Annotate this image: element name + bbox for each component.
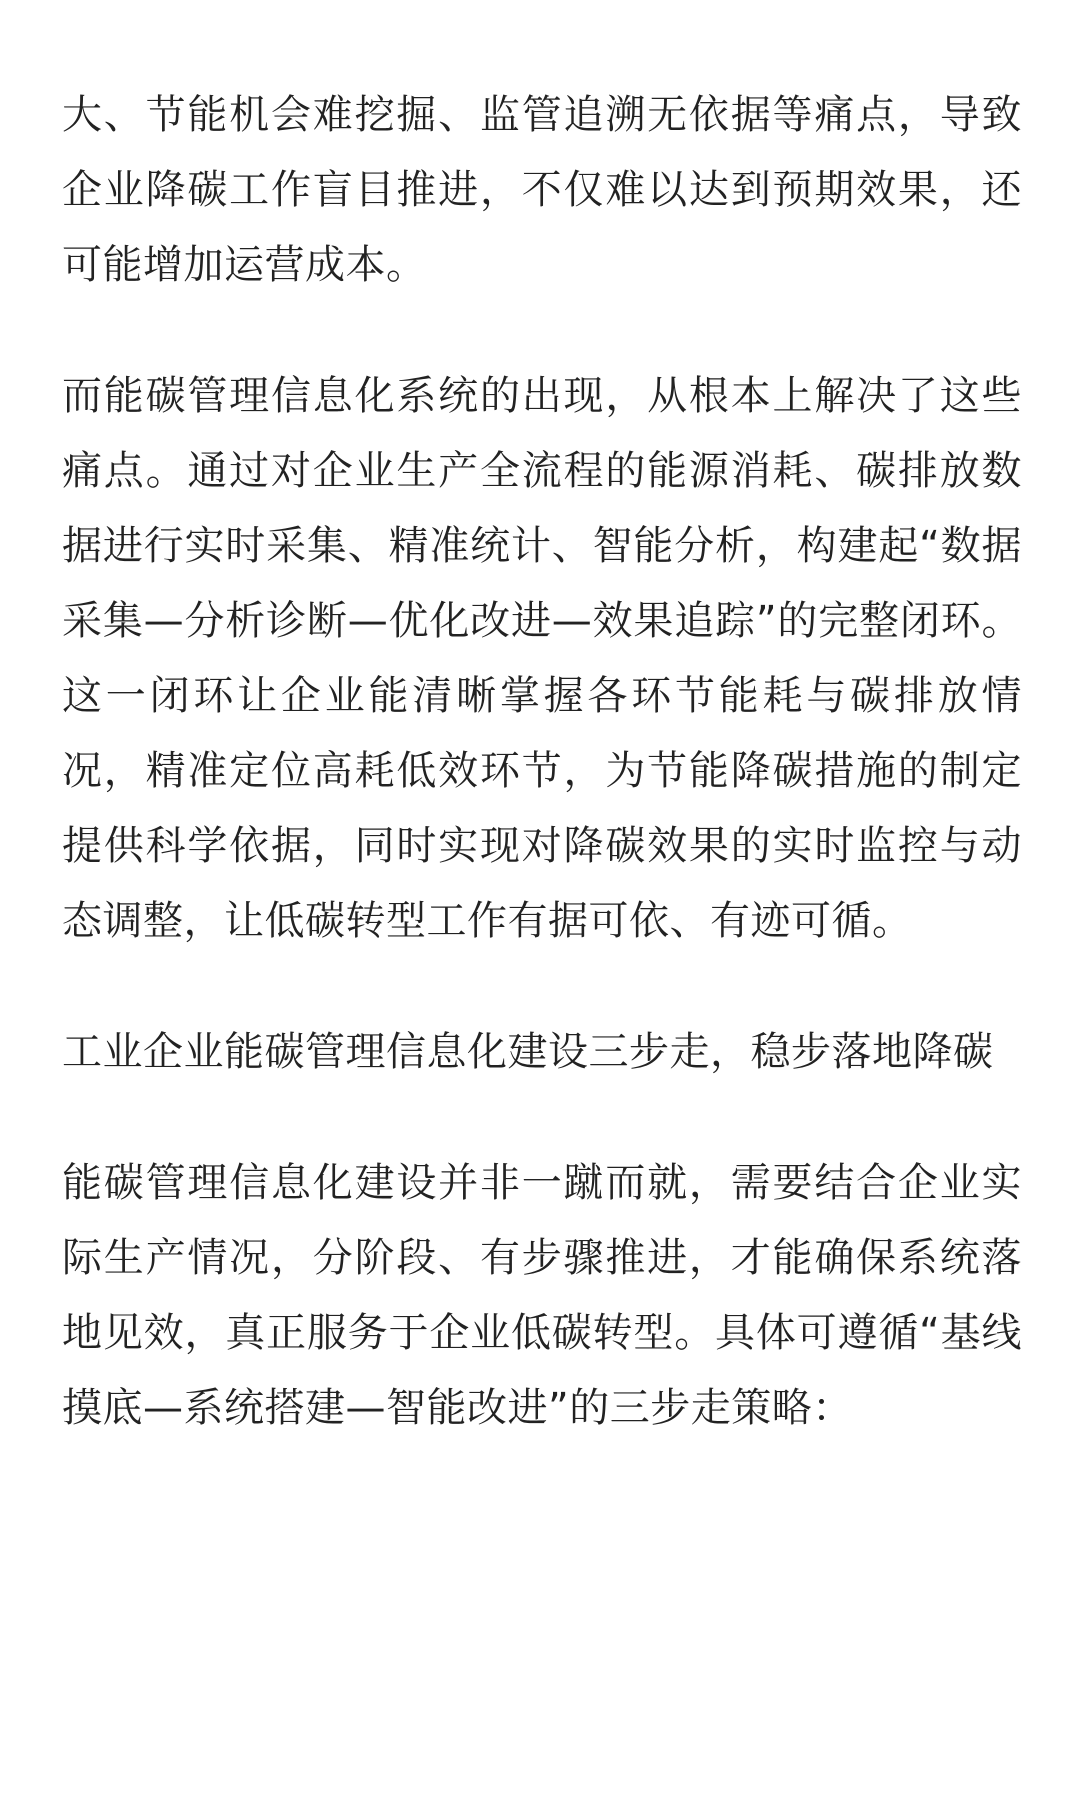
section-heading: 工业企业能碳管理信息化建设三步走，稳步落地降碳	[62, 1029, 994, 1075]
paragraph-system-solution: 而能碳管理信息化系统的出现，从根本上解决了这些痛点。通过对企业生产全流程的能源消耗、碳排放数据进行实时采集、精准统计、智能分析，构建起“数据采集—分析诊断—优化改进—效果追踪”的完整闭环。这一闭环让企业能清晰掌握各环节能耗与碳排放情况，精准定位高耗低效环节，为节能降碳措施的制定提供科学依据，同时实现对降碳效果的实时监控与动态调整，让低碳转型工作有据可依、有迹可循。	[62, 373, 1022, 944]
article-body	[62, 78, 1022, 1502]
paragraph-three-steps: 能碳管理信息化建设并非一蹴而就，需要结合企业实际生产情况，分阶段、有步骤推进，才能确保系统落地见效，真正服务于企业低碳转型。具体可遵循“基线摸底—系统搭建—智能改进”的三步走策略：	[62, 1160, 1022, 1431]
paragraph-pain-points: 大、节能机会难挖掘、监管追溯无依据等痛点，导致企业降碳工作盲目推进，不仅难以达到预期效果，还可能增加运营成本。	[62, 92, 1022, 288]
